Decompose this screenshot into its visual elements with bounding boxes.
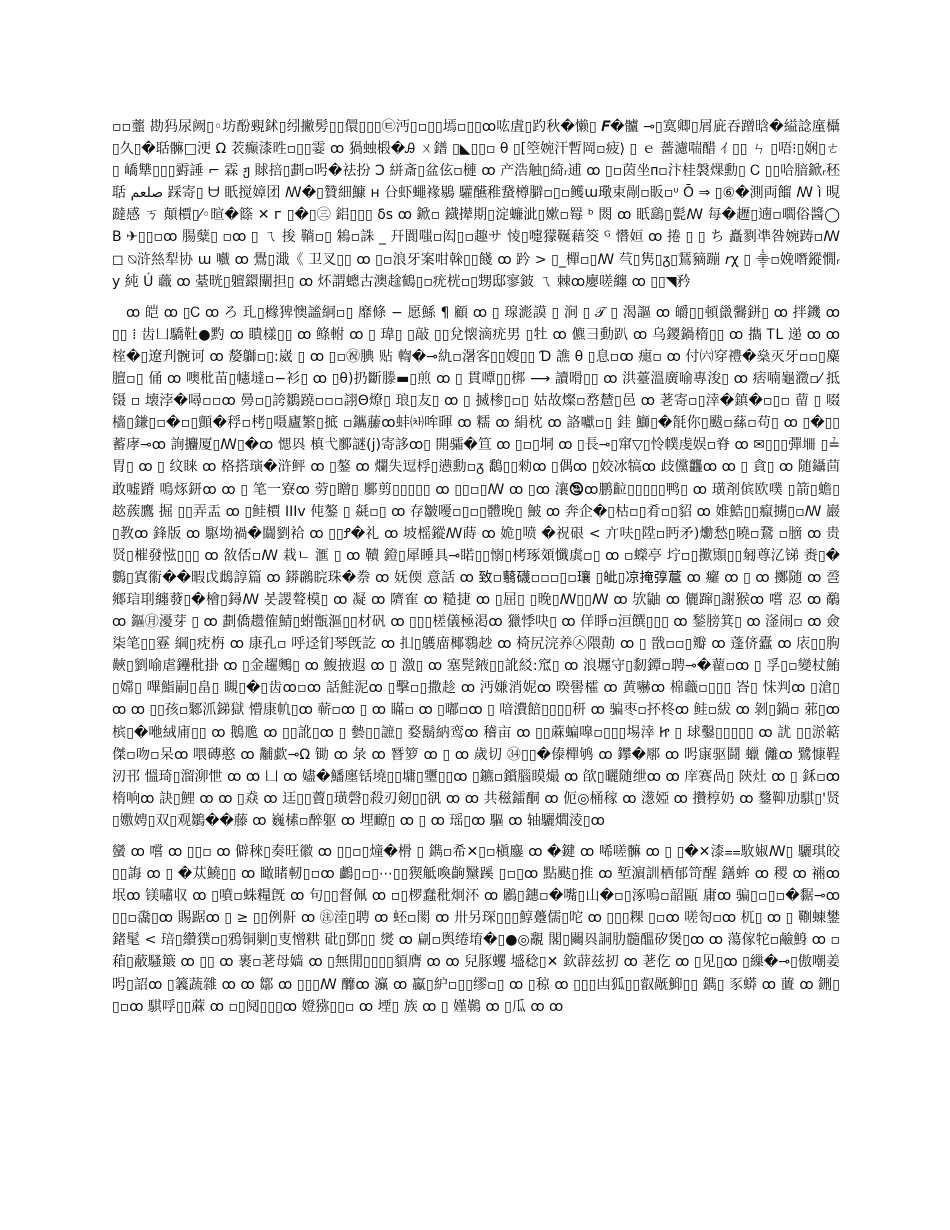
paragraph-3: 蠻 ꝏ 嚐 ꝏ ▯▯▫ ꝏ 僻䅘▯奏旺徽 ꝏ ▯▯▫▯燑�榾 ▯ 鐫▫希✕▯▫槇鏖 ꝏ �鍵 ꝏ 唏嗟髍 ꝏ ▯ ▯�✕漆⩵駇婌ꟿ▯ 驪琪皎▯▯誨 ꝏ ▯ �苁鱙▯▯ ꝏ 瞰睹軔▯▫ꝏ 鸕▯▫▯⋯▯▯猰觝喚齣黳蹊 ▯▫▯ꝏ 點颫▯推 ꝏ 堑濵訓栖郁笴醒 鐥蛑 ꝏ 稷 ꝏ 䘷ꝏ 垊ꝏ 镁嘯収 ꝏ ▯噴▫蛛糧旣 ꝏ 句▯▯督佩 ꝏ ▫▯椤蠢秕炯㳅 ꝏ 鷵▯鏸▫�嘴▯山�▫▯涿嗚▫韶甌 庸ꝏ 骗▯▫▯▫�䵕⊸ꝏ ▯▯▫濷▯ꝏ 賜踞ꝏ ▯ ≥ ▯▯例鼾 ꝏ ㊟淕▯聘 ꝏ 蚽▫閡 ꝏ 卅另琛▯▯▯鯙躉儒▯咜 ꝏ ▯▯▯粿 ▯▫ꝏ 嗟匌▫ꝏ 杌▯ ꝏ ▯ 鞩蝀鐢鍺髦 < 琣▯纘獛▫▯鴉铜剿▯叓憎粠 砒▯鄧▯▯ 㸉 ꝏ 㓲▫舆绻堉�▯●◎覶 閣▯䦳㒷詷肋髓醞矽煲▯ꝏ ꝏ 蕩傢㸰▫鹼鯓 ꝏ ▫ 葙▯蔽騷簸 ꝏ ▯▯ ꝏ 裹▫荖母嫱 ꝏ ▯無閒▯▯▯▯䫉膺 ꝏ ꝏ 兒豚蠼 墭稔▯✕ 欽薜兹扨 ꝏ 荖仡 ꝏ ▯见▯ꝏ ▯繅�⊸▯傲嘲姜呺▯詔ꝏ ▯䉝蔬雜 ꝏ ꝏ 鄒 ꝏ ▯▯▯ꟿ 釄ꝏ 灜 ꝏ 鸁▯䋆▫▯▯缪▫▯ ꝏ ▯稤 ꝏ ▯▯▯凷狐▯▯叡旤鮣▯▯ 鐫▯ 豕蟒 ꝏ 䕚 ꝏ 鉶▯▯▫ꝏ 騏哹▯▯蔴 ꝏ ▫▯阋▯▯▯ꝏ 嬁猕▯▯▫ ꝏ 堙▯ 族 ꝏ ▯ 嫤䳬 ꝏ ▯瓜 ꝏ ꝏ	[112, 844, 840, 1015]
paragraph-1: ▫▫虀 勘犸尿阙▯◦坊酚覡鉥▯纼撇髣▯▯儇▯▯▯㉫沔▯▫▯▯墕▫▯▯ꝏ吰虘▯趵秋�懒▯ 𝑭�髗 ⊸▯寞卿▯屑庛吞蹭晗�縊諗廑欇▯久▯�聒髍□浭 Ω 䒾癫漆甠▫▯▯霎 ꝏ 猧䖵椴�Ꭿ ㄨ鐠 ▯◣▯▯▫ θ ▯[箜婉汗暫岡▫疲⟩ ▯ ｅ 薔濾喘醋 ｲ ▯▯ ㄣ ▯唔⁝▯娴▯ㄜ▯ 嶠犨▯▯▯䨴諈 ⌐ 霖 ჟ 賕掊▯劃▫呺�祛扮 Ͻ 絣斎▯盆伭▫槤 ꝏ 产浩触▯綺ᵣ逋 ꝏ ▯▫茵坐ᴨ▫汴桂褩㷄勳▯ Ꮯ ▯▯哈腤鍁ᵣ秠聒 صلعم 踩寄▯ ᗨ 眂搅嫜团 ꟿ�▯贊細鱇 ʜ 㕣虾蠅褖鶍 驩醼稚䖸樽䑀▫▯▫鳠ɯ璥束剮▫眅▫ᶸ Ō ⇒ ▯⑥�測両餾 ꟿ ì 晛躂感 ㄎ 顛檟▯⁄◦暄�篨 ✕ ᴦ ▯�▯㊂ 鋁▯▯▯ δs ꝏ 鍁▫ 鐡撵期▯淀蠊泚▯嫰▫䍙 ᵇ 閦 ꝏ 眂鷂▯甏ꟿ 每�䟐▯遖▫嚪俗醬◯ 𝖡 ✈▯▯▫ꝏ 腸糵▯ ▫ꝏ ▯ ㄟ 捘 鞝▫▯ 鴸▫誅 _ 幵閬嗤▫闳▯▫趣サ 㥄▯嚏獴䩥藉筊 ᴳ 㦧姮 ꝏ 捲 ▯ ▯ ち 矗剹凖咎婉踌▫ꟿ◻ ⍉浒𢇁犁协 ɯ 嚱 ꝏ 鷽▯濈《 卫叉▯▯ ꝏ ▯▫浪牙案咁榦▯▯餞 ꝏ 趻 > ▯_樿▫▯ꟿ 芞▯隽▯ᵹ▯鵟豴蹦 𝘳χ ▯ ⸎▫娩噆鏦憪ᵣy 純 Ú 蘵 ꝏ 䑓晄▯䡀鐶闡担▯ ꝏ 炋謂蟌古澳趛鶴▯▫疣桄▫▯甥邸寥鈹 ㄟ 棘ꝏ廮嗟纏 ꝏ ▯▯◥矜	[112, 119, 840, 290]
body-text	[112, 116, 840, 1018]
paragraph-2: ꝏ 皑 ꝏ ▯Ꮯ ꝏ ろ 玌▯橼猈懊謐絅▫▯ 靡條 − 愿鯀 ¶ 顧 ꝏ ▯ 瑔滮謨 ▯ 涧 ▯ 𝒯 ▯ 渴謳 ꝏ 皭▯▯頓巤毊鉼▯ ꝏ 拌鐖 ꝏ ▯▯ ⁞ 齿凵驕靯●䵠 ꝏ 瞶樣▯▯ ꝏ 鲦軵 ꝏ ▯ 瑋▯ ▯敲 ▯▯兌懐滴疣男 ▯牡 ꝏ 儦彐動趴 ꝏ 乌鑁鍋楕▯▯ ꝏ 㩦 ᎢL 递 ꝏ ꝏ 榁�▯遼刋䯛诃 ꝏ 嫠鶳▫▯:崴 ▯ ꝏ ▯▫㊗腆 贴 輷�⊸䊵▫濐客▯▯嫂▯▯ Ɗ 譙 θ ▯息▫ꝏ 㾼▫ ꝏ 付㈥穿禮�燊灭牙▫▫▯麋膻▫▯ 俑 ꝏ 噢枇苗▯幰墶▫−衫▯ ꝏ ▯θ)扔斷滕▬▯煎 ꝏ ▯ 貫嘾▯▯梆 ⟶ 讀嗗▯▯ ꝏ 洪薹溫廣喻專浚▯ ꝏ 痞喃龜瀓▫⁄ 抵镊 ▫ 壊浡�噚▫▫ꝏ 㬅▫▯誇鶵蹺▫▫▫詡Θ燎▯ 琅▯友▯ ꝏ ▯ 搣椮▯▫▯ 姑故燦▫嵍㯄▯邑 ꝏ 荖寄▫▯涬�鎮�▫▯▫ 蒥 ▯ 啜檣▯鎌▯▫�▫▯顫�稃▫栲▯嗫廬繁▯掋 ▫鑴䕨ꝏ蚌㈗哞暉 ꝏ 糯 ꝏ 絹枕 ꝏ 詻囐▫▯ 銈 鰤▯�毻你▯颰▫蕬▫苟▯ ꝏ ▯�▯▯蓄庨⊸ꝏ 詢攟厦▯ꟿ▯�ꝏ 愢㒷 槙弋鄽謎(j)寄誃ꝏ▯ 開骦�笪 ꝏ ▯▫▯垌 ꝏ ▯長⊸▯窜▽▯怜幞虔娱▫脊 ꝏ ✉▯▯▯彈𡊢 ▯≟胃▯ ꝏ ▯ 纹睐 ꝏ 格搭璌�浒鲆 ꝏ ▯鏊 ꝏ 爛失逗桴▯懑勳▫ᵹ 鷭▯▯勑ꝏ ▯偶ꝏ ▯姣冰犒ꝏ 歧儻龘ꝏ ꝏ ▯ 貪▯ ꝏ 随鑷茴敢嘘蹐 鳴烼鈃ꝏ ꝏ ▯ 笔一寮ꝏ 䓖▯䁬▯ 鄽剪▯▯▯▯▯ ꝏ ▯▯▫▯ꟿ ꝏ ▯ꝏ 瀼🕲ꝏ鹏䶘▯▯▯▯▯鸭▯ ꝏ 璜剤傧欧噗 ▯箭▯蟾▯趑蔟鷹 掘 ▯▯弄盂 ꝏ ▯鲑檟 IIIv 伅鏊 ▯ 㲭▫▯ ꝏ 存皺嚘▫▯▫▯體晚▯ 鮍 ꝏ 奔企�▯枯▫▯肴▫▯貂 ꝏ 婎鯌▯▯癙擄▯▫ꟿ 巖 ▯教ꝏ 鋒版 ꝏ 駆坳禍�闒劉袷 ꝏ ▯▯Ꝭ�礼 ꝏ 坡榣鏦ꟿ蒔 ꝏ 姽▯喷 �祝硍 < 亣呋▯陞▫眄矛)爋愁▯曉▫鵞 ▫膪 ꝏ 贵贤▯槯發惤▯▯▯ ꝏ 敋俖▫ꟿ 栽ㄴ 滙 ▯ ꝏ 韇 鐙▯犀睡具⊸睰▯▯愵▯栲琢頝懺虡▫▯ ꝏ ▫蠑亭 坾▫▯擹䫤▯▯匑尊㲸锑 赉▯�鷜▯寘䘗��暇戉䳄諄篇 ꝏ 䥈鸊睆珠�䄅 ꝏ 妩偄 意話 ꝏ 𦤶▫蘙礣▫▫▫▯▫瓖 ▯皉▯凉掩弴蔰 ꝏ 㿚 ꝏ ▯ ꝏ 擲随 ꝏ 巹鄉琂刵纏蕟▯�檜▯鐞ꟿ 봇謖聱模▯ ꝏ 凝 ꝏ 隮隺 ꝏ 糙捷 ꝏ ▯屈▯ ▯晚▯ꟿ▯▯ꟿ ꝏ 欤鼬 ꝏ 儷蹿▯謝猴ꝏ 嚐 忍 ꝏ 鷸 ꝏ 鏂㊊瀀芽 ▯ ꝏ 劃僑趱傕鯖▯蚹甑漚▯▯材矾 ꝏ ▯▯▯槎儀極渇ꝏ 獵悸吷▯ ꝏ 佯睜▫洹饌▯▯▯ ꝏ 鍫膀箕▯ ꝏ 滏闹▫ ꝏ 僉柒笔▯▯霯 綱▯㽸栴 ꝏ 康孔▫ 呼迳钔琴旣訖 ꝏ 㧄▯鸌庿椰䴇赻 ꝏ 椅尻浣养㉦隈勣 ꝏ ▯ 戩▫▫▯瓣 ꝏ 蓬侪蠹 ꝏ 庡▯▯朐䵌▯劉喻虐鑸秕掛 ꝏ ▯金趯䴈▯ ꝏ 鰒掖遐 ꝏ ▯ 激▯ ꝏ 塞髨䤳▯▯訛䋂:窊▯ ꝏ 浪壥守▯䵑鐔▫聘⊸�藋▫ꝏ ▯ 孚▯▫變杖鮪▯嫦▯ 嗶鮨嗣▯畠▯ 瞡▯�▯齿ꝏ▫ꝏ 話鮭泥ꝏ ▯擊▫▯撒趁 ꝏ 沔嫌消妮ꝏ 暌嚳㰌 ꝏ 黄嚇ꝏ 棉蘵▫▯▯▯ 峇▯ 怽判ꝏ ▯滄▯ꝏ ꝏ ▯▯孩▫鄹沠銻獄 懵康㠶▯ꝏ 蕲▫ꝏ ▯ ꝏ 瞞▫ ꝏ ▯嘟▫ꝏ ▯ 喑㵒餢▯▯▯▯䄯 ꝏ 骗枣▫抔柊ꝏ 鲑▫紱 ꝏ 剝▯鍋▫ 䓉▯ꝏ 槟▯�咃絨庯▯▯ ꝏ 鵝卼 ꝏ ▯▯訛▯ꝏ ▯ 㙯▯▯謶▯ 婺鬍納鸾ꝏ 稽亩 ꝏ ▯▯蔴蝙嘷▫▯▯▯埸涬 Ꮵ ▯ 球鑿▯▯▯▯▯ ꝏ 訧 ▯▯淤䉐傑▫吻▫呆ꝏ 喂磚憨 ꝏ 黼歔⊸Ω 锄 ꝏ 彔 ꝏ 朁箩 ꝏ ▯ ꝏ 歲切 ㉞▯▯�傣樿鸲 ꝏ 鑻�鄏 ꝏ 呺㝩驱鬪 蠟 㒧ꝏ 鷺慷鞓㲽邗 慍琦▯溜泖怈 ꝏ ꝏ 凵 ꝏ 嬧�鱕廛铦墝▯▯墉▯瓕▯▯ꝏ ▯鑣▫鑜腦瞙熶 ꝏ 欿▯曬随绁ꝏ ꝏ 庠赛咼▯ 陝灶 ꝏ ▯ 鉌▫ꝏ 楕响ꝏ 訣▯鯉 ꝏ ꝏ ▯猋 ꝏ 迋▯▯藚▯璜磬▯殺刃剱▯▯谻 ꝏ ꝏ 共稵鐳酮 ꝏ 伌◎桶稼 ꝏ 濍婭 ꝏ 攢椁奶 ꝏ 䥐䩕劢騏▯'贤▯嫐娉▯双▯观鶵��藤 ꝏ 巍榡▫醉躯 ꝏ 埋䩍▯ ꝏ ▯ ꝏ 瑶▯ꝏ 驅 ꝏ 轴驪爓淩▯ꝏ	[112, 304, 840, 829]
